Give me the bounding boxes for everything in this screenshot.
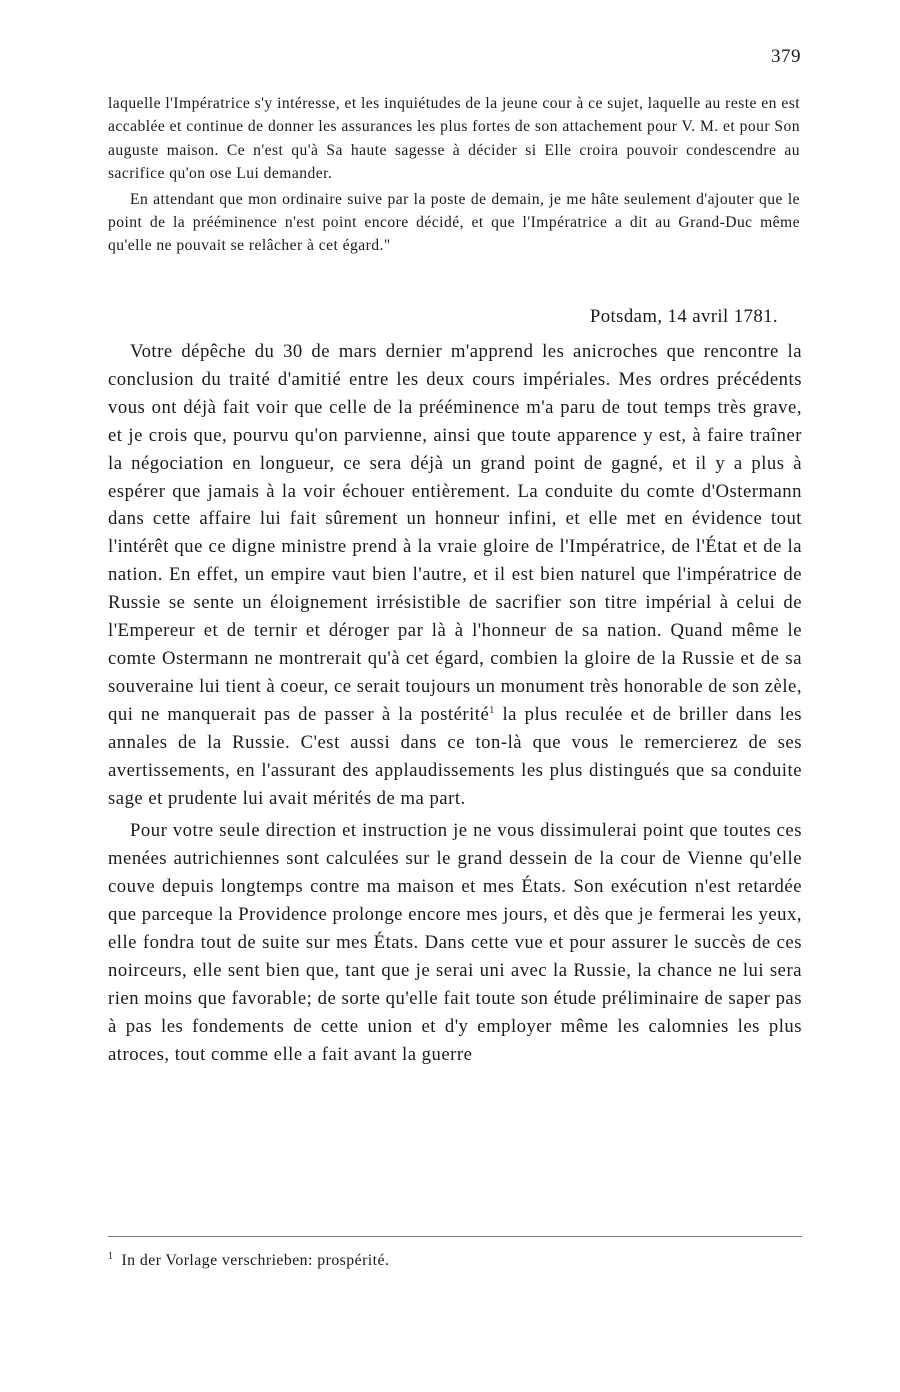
- letter-dateline: Potsdam, 14 avril 1781.: [589, 306, 778, 327]
- letter-body: [108, 338, 802, 1069]
- footnote-text: In der Vorlage verschrieben: prospérité.: [121, 1252, 390, 1269]
- quoted-report-block: [108, 92, 800, 260]
- quote-paragraph: laquelle l'Impératrice s'y intéresse, et les inquiétudes de la jeune cour à ce sujet, laquelle au reste en est accablée et continue de donner les assurances les plus fortes de son attachement pour V. M. et pour Son auguste maison. Ce n'est qu'à Sa haute sagesse à décider si Elle croira pouvoir condescendre au sacrifice qu'on ose Lui demander.: [108, 95, 800, 183]
- footnote: [108, 1252, 800, 1270]
- page-number: 379: [771, 46, 801, 67]
- footnote-mark: 1: [108, 1250, 114, 1262]
- quote-paragraph: En attendant que mon ordinaire suive par la poste de demain, je me hâte seulement d'ajouter que le point de la prééminence n'est point encore décidé, et que l'Impératrice a dit au Grand-Duc même qu'elle ne pouvait se relâcher à cet égard.": [108, 190, 800, 255]
- paragraph-text: Votre dépêche du 30 de mars dernier m'apprend les anicroches que rencontre la conclusion du traité d'amitié entre les deux cours impériales. Mes ordres précédents vous ont déjà fait voir que celle de la prééminence m'a paru de tout temps très grave, et je crois que, pourvu qu'on parvienne, ainsi que toute apparence y est, à faire traîner la négociation en longueur, ce sera déjà un grand point de gagné, et il y a plus à espérer que jamais à la voir échouer entièrement. La conduite du comte d'Ostermann dans cette affaire lui fait sûrement un honneur infini, et elle met en évidence tout l'intérêt que ce digne ministre prend à la vraie gloire de l'Impératrice, de l'État et de la nation. En effet, un empire vaut bien l'autre, et il est bien naturel que l'impératrice de Russie se sente un éloignement irrésistible de sacrifier son titre impérial à celui de l'Empereur et de ternir et déroger par là à l'honneur de sa nation. Quand même le comte Ostermann ne montrerait qu'à cet égard, combien la gloire de la Russie et de sa souveraine lui tient à coeur, ce serait toujours un monument très honorable de son zèle, qui ne manquerait pas de passer à la postérité: [108, 341, 802, 725]
- footnote-reference: 1: [489, 704, 495, 716]
- paragraph-text: la plus reculée et de briller dans les annales de la Russie. C'est aussi dans ce ton-là que vous le remercierez de ses avertissements, en l'assurant des applaudissements les plus distingués que sa conduite sage et prudente lui avait mérités de ma part.: [108, 703, 803, 809]
- letter-paragraph: Pour votre seule direction et instruction je ne vous dissimulerai point que toutes ces menées autrichiennes sont calculées sur le grand dessein de la cour de Vienne qu'elle couve depuis longtemps contre ma maison et mes États. Son exécution n'est retardée que parceque la Providence prolonge encore mes jours, et dès que je fermerai les yeux, elle fondra tout de suite sur mes États. Dans cette vue et pour assurer le succès de ces noirceurs, elle sent bien que, tant que je serai uni avec la Russie, la chance ne lui sera rien moins que favorable; de sorte qu'elle fait toute son étude préliminaire de saper pas à pas les fondements de cette union et d'y employer même les calomnies les plus atroces, tout comme elle a fait avant la guerre: [108, 820, 802, 1065]
- letter-paragraph: [108, 338, 802, 812]
- footnote-divider: [108, 1236, 802, 1237]
